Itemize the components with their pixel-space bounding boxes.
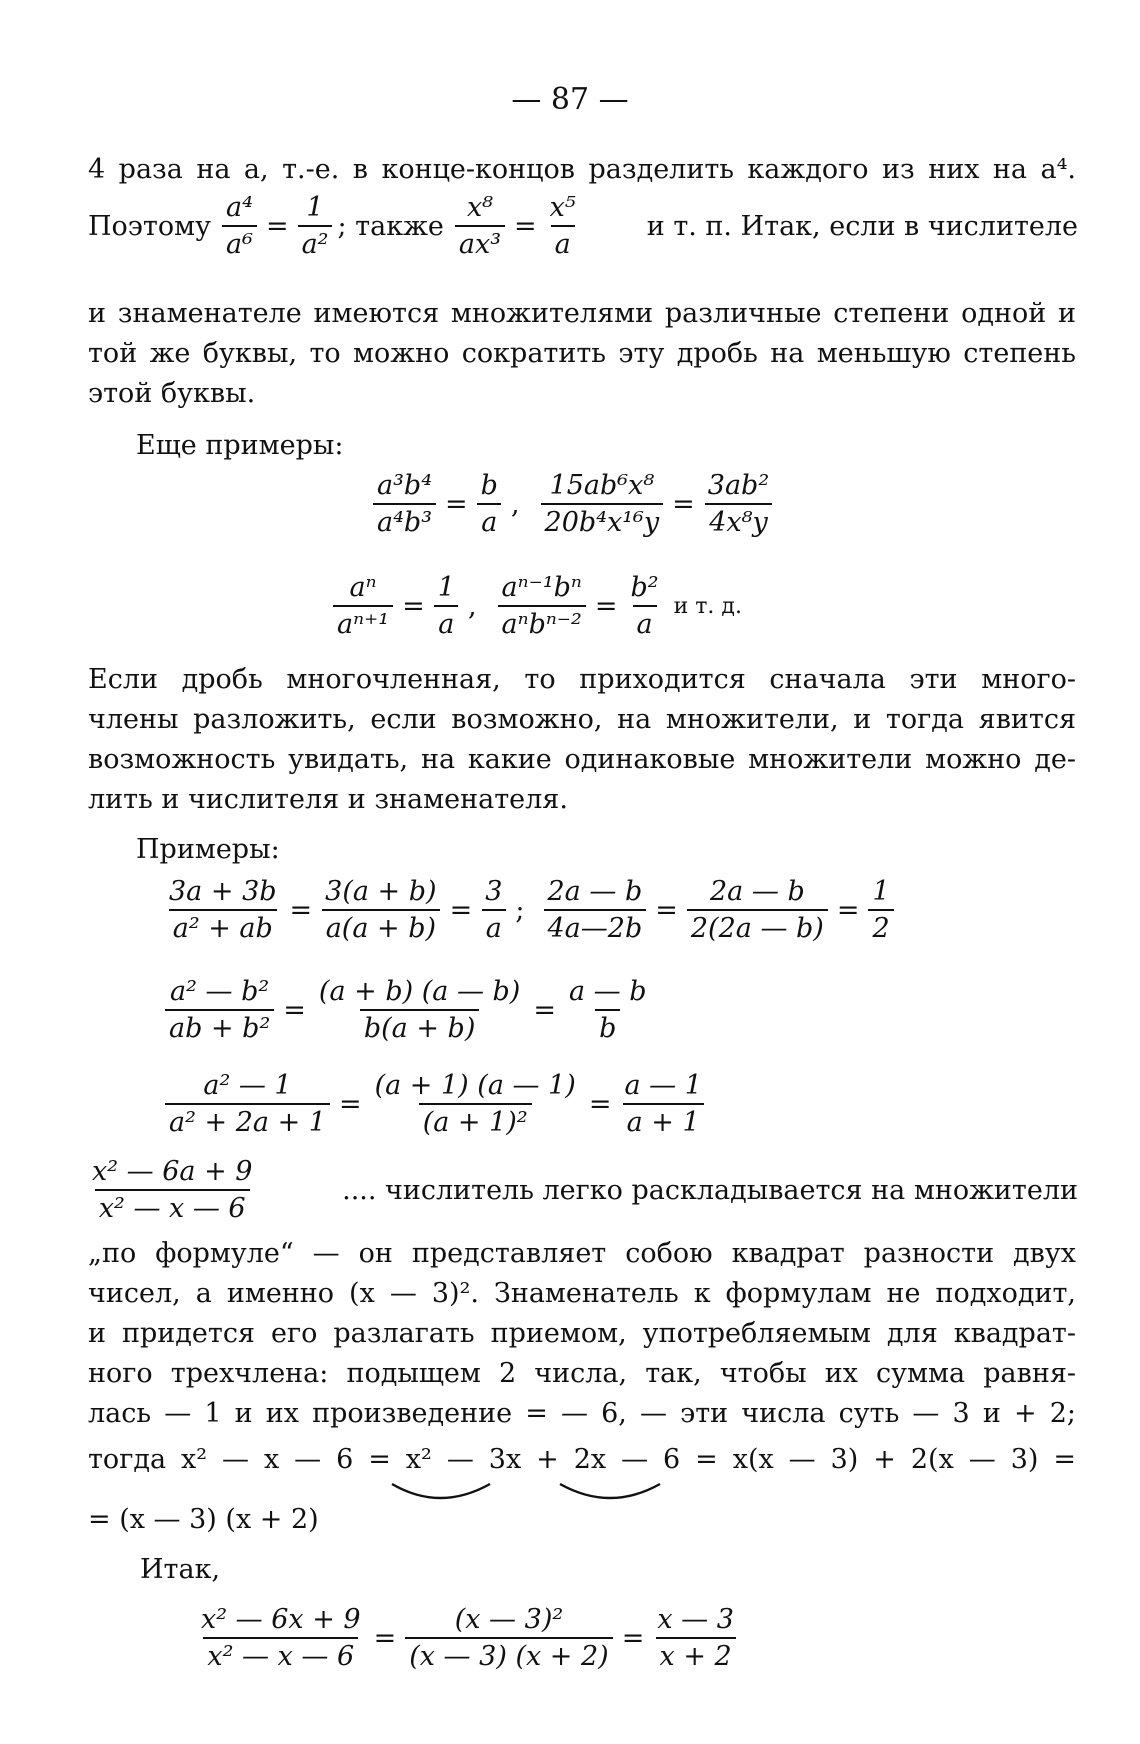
fraction (165, 876, 281, 944)
text-line: лась — 1 и их произведение = — 6, — эти числа суть — 3 и + 2; (88, 1398, 1076, 1429)
denominator: a + 1 (623, 1103, 704, 1138)
equals-sign: = (836, 894, 860, 926)
numerator: aⁿ (349, 572, 377, 603)
equals-sign: = (594, 590, 618, 622)
formula-example-2 (162, 976, 654, 1044)
equals-sign: = (283, 994, 306, 1026)
numerator: (a + b) (a — b) (318, 976, 521, 1007)
denominator: ax³ (455, 225, 505, 260)
text-fragment: Поэтому (88, 210, 212, 242)
numerator: x — 3 (657, 1604, 734, 1635)
fraction (687, 876, 828, 944)
fraction (620, 1070, 705, 1138)
equals-sign: = (402, 590, 425, 622)
equals-sign: = (265, 210, 289, 242)
numerator: a — b (568, 976, 647, 1007)
fraction (371, 1070, 580, 1138)
denominator: 4x⁸y (705, 503, 771, 538)
denominator: b(a + b) (360, 1009, 480, 1044)
text-line: тогда x² — x — 6 = x² — 3x + 2x — 6 = x(x — 3) + 2(x — 3) = (88, 1444, 1076, 1475)
denominator: 4a—2b (544, 909, 647, 944)
denominator: x² — x — 6 (203, 1637, 358, 1672)
fraction (298, 192, 333, 260)
formula-row-a (370, 470, 776, 538)
formula-final (194, 1604, 741, 1672)
equals-sign: = (445, 488, 468, 520)
numerator: 3a + 3b (169, 876, 277, 907)
equals-sign: = (672, 488, 695, 520)
denominator: x + 2 (656, 1637, 736, 1672)
denominator: a (633, 605, 657, 640)
formula-example-3 (162, 1070, 709, 1138)
denominator: a (477, 503, 501, 538)
fraction (565, 976, 651, 1044)
numerator: 1 (437, 572, 455, 603)
denominator: a² + ab (169, 909, 277, 944)
numerator: a³b⁴ (377, 470, 433, 501)
numerator: (a + 1) (a — 1) (374, 1070, 576, 1101)
fraction (868, 876, 893, 944)
denominator: (x — 3) (x + 2) (405, 1637, 612, 1672)
equals-sign: = (338, 1088, 362, 1120)
denominator: x² — x — 6 (95, 1189, 250, 1224)
formula-row-b (330, 572, 750, 640)
section-label: Еще примеры: (136, 430, 344, 461)
formula-example-1 (162, 876, 897, 944)
comma: , (467, 590, 477, 622)
denominator: a² (298, 225, 333, 260)
numerator: a² — b² (170, 976, 270, 1007)
semicolon: ; (515, 894, 525, 926)
denominator: (a + 1)² (419, 1103, 532, 1138)
equals-sign: = (289, 894, 313, 926)
numerator: a — 1 (624, 1070, 702, 1101)
equals-sign: = (588, 1088, 612, 1120)
denominator: a (551, 225, 575, 260)
text-line: Если дробь многочленная, то приходится сначала эти много- (88, 664, 1076, 695)
denominator: aⁿ⁺¹ (333, 605, 393, 640)
fraction (455, 192, 505, 260)
equals-sign: = (514, 210, 537, 242)
text-line: = (x — 3) (x + 2) (88, 1504, 319, 1535)
numerator: x⁸ (466, 192, 493, 223)
denominator: a² + 2a + 1 (165, 1103, 330, 1138)
numerator: 1 (306, 192, 324, 223)
equals-sign: = (655, 894, 678, 926)
fraction (481, 876, 506, 944)
fraction (704, 470, 773, 538)
denominator: b (595, 1009, 620, 1044)
denominator: aⁿbⁿ⁻² (498, 605, 586, 640)
text-line: 4 раза на a, т.-е. в конце-концов разделить каждого из них на a⁴. (88, 154, 1076, 185)
numerator: (x — 3)² (454, 1604, 564, 1635)
denominator: ab + b² (165, 1009, 274, 1044)
numerator: b² (630, 572, 659, 603)
fraction (498, 572, 586, 640)
fraction (544, 876, 647, 944)
fraction (434, 572, 459, 640)
fraction (165, 1070, 330, 1138)
text-line: „по формуле“ — он представляет собою квадрат разности двух (88, 1238, 1076, 1269)
denominator: a(a + b) (322, 909, 440, 944)
text-line: лить и числителя и знаменателя. (88, 784, 568, 815)
denominator: 2 (868, 909, 893, 944)
equals-sign: = (533, 994, 556, 1026)
fraction (197, 1604, 365, 1672)
fraction (653, 1604, 738, 1672)
numerator: b (480, 470, 498, 501)
numerator: a⁴ (226, 192, 253, 223)
etc-text: и т. д. (673, 593, 742, 619)
text-line: той же буквы, то можно сократить эту дробь на меньшую степень (88, 338, 1076, 369)
formula-line-numerator (88, 1156, 1078, 1224)
fraction (627, 572, 663, 640)
numerator: 2a — b (710, 876, 805, 907)
fraction (88, 1156, 256, 1224)
numerator: 2a — b (547, 876, 643, 907)
brace-left (392, 1484, 490, 1498)
text-line: и знаменателе имеются множителями различные степени одной и (88, 298, 1076, 329)
fraction (165, 976, 274, 1044)
numerator: 3ab² (707, 470, 770, 501)
text-line: этой буквы. (88, 378, 256, 409)
numerator: 1 (872, 876, 890, 907)
text-line: ного трехчлена: подыщем 2 числа, так, чтобы их сумма равня- (88, 1358, 1076, 1389)
formula-line-poetomu (88, 192, 1078, 260)
fraction (222, 192, 257, 260)
numerator: a² — 1 (203, 1070, 292, 1101)
text-line: члены разложить, если возможно, на множители, и тогда явится (88, 704, 1076, 735)
fraction (321, 876, 440, 944)
comma: , (510, 488, 520, 520)
numerator: x² — 6a + 9 (92, 1156, 253, 1187)
fraction (541, 470, 664, 538)
section-label: Итак, (140, 1554, 221, 1585)
fraction (405, 1604, 612, 1672)
fraction (477, 470, 502, 538)
numerator: 15ab⁶x⁸ (549, 470, 655, 501)
text-fragment: .... числитель легко раскладывается на множители (342, 1174, 1078, 1206)
text-line: чисел, а именно (x — 3)². Знаменатель к формулам не подходит, (88, 1278, 1076, 1309)
numerator: aⁿ⁻¹bⁿ (501, 572, 582, 603)
numerator: x² — 6x + 9 (201, 1604, 361, 1635)
text-line: возможность увидать, на какие одинаковые множители можно де- (88, 744, 1076, 775)
denominator: a (434, 605, 458, 640)
brace-right (560, 1484, 660, 1498)
denominator: a (482, 909, 506, 944)
equals-sign: = (621, 1622, 645, 1654)
page-number: — 87 — (511, 82, 629, 117)
section-label: Примеры: (136, 834, 280, 865)
equals-sign: = (449, 894, 473, 926)
denominator: 2(2a — b) (687, 909, 828, 944)
denominator: a⁶ (222, 225, 257, 260)
fraction (546, 192, 580, 260)
numerator: 3(a + b) (325, 876, 437, 907)
equals-sign: = (373, 1622, 397, 1654)
numerator: x⁵ (549, 192, 576, 223)
fraction (373, 470, 436, 538)
text-fragment: ; также (337, 210, 444, 242)
text-fragment: и т. п. Итак, если в числителе (646, 210, 1078, 242)
denominator: a⁴b³ (373, 503, 436, 538)
fraction (315, 976, 524, 1044)
fraction (333, 572, 393, 640)
denominator: 20b⁴x¹⁶y (541, 503, 664, 538)
numerator: 3 (485, 876, 503, 907)
text-line: и придется его разлагать приемом, употребляемым для квадрат- (88, 1318, 1076, 1349)
